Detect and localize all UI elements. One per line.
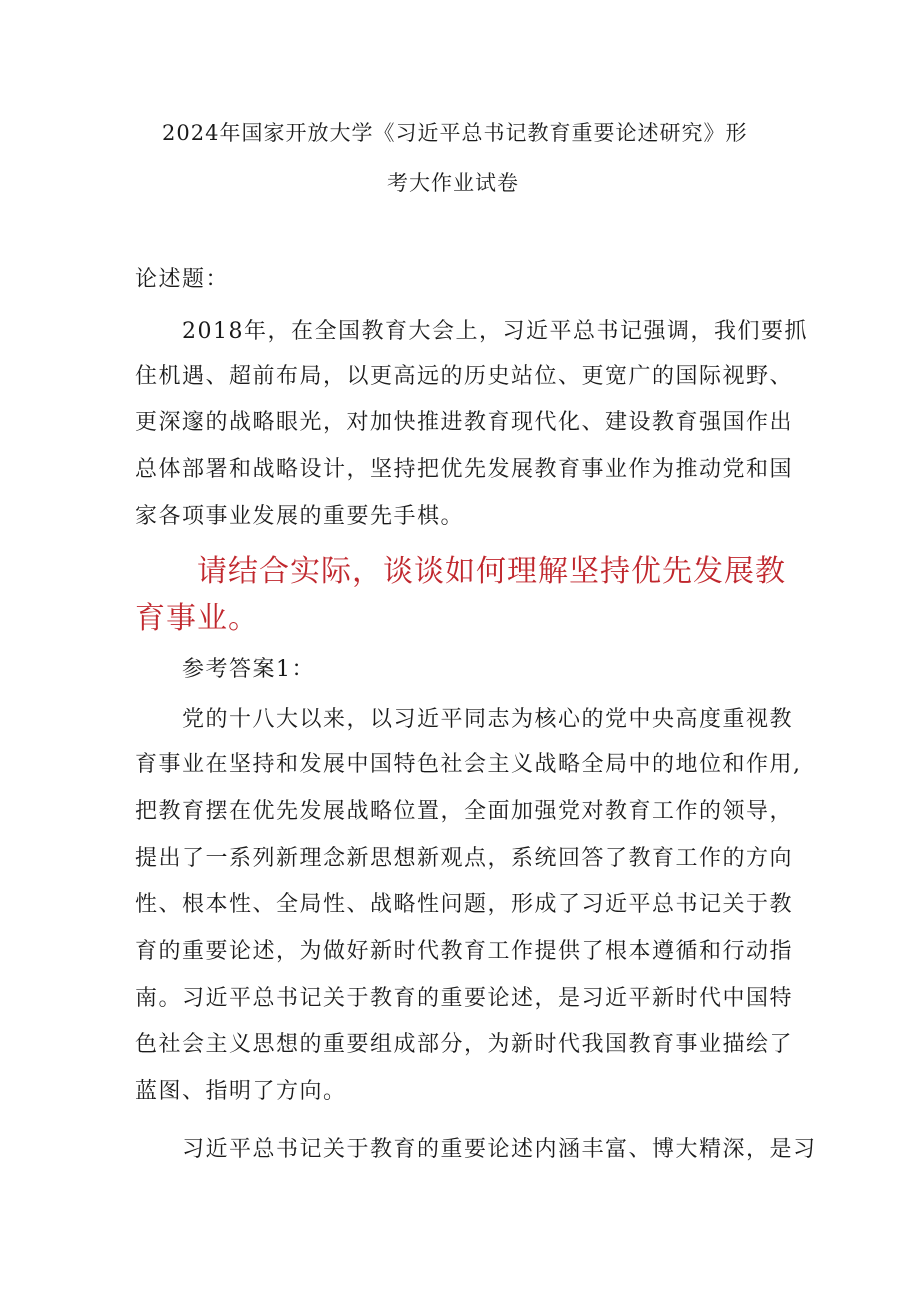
question-line-2: 育事业。 — [135, 601, 259, 636]
answer-line-5: 性、根本性、全局性、战略性问题，形成了习近平总书记关于教 — [135, 892, 794, 917]
answer-line-8: 色社会主义思想的重要组成部分，为新时代我国教育事业描绘了 — [135, 1032, 794, 1057]
answer-line-4: 提出了一系列新理念新思想新观点，系统回答了教育工作的方向 — [135, 846, 794, 871]
answer-line-1: 党的十八大以来，以习近平同志为核心的党中央高度重视教 — [182, 707, 794, 732]
prompt-line-1: 2018年，在全国教育大会上，习近平总书记强调，我们要抓 — [182, 319, 808, 344]
answer-line-7: 南。习近平总书记关于教育的重要论述，是习近平新时代中国特 — [135, 986, 794, 1011]
document-title-line-1: 2024年国家开放大学《习近平总书记教育重要论述研究》形 — [162, 121, 748, 145]
answer-line-6: 育的重要论述，为做好新时代教育工作提供了根本遵循和行动指 — [135, 939, 794, 964]
document-title-line-2: 考大作业试卷 — [387, 171, 519, 195]
prompt-line-2: 住机遇、超前布局，以更高远的历史站位、更宽广的国际视野、 — [135, 364, 794, 389]
prompt-line-4: 总体部署和战略设计，坚持把优先发展教育事业作为推动党和国 — [135, 457, 794, 482]
answer-line-2: 育事业在坚持和发展中国特色社会主义战略全局中的地位和作用, — [135, 752, 802, 777]
question-line-1: 请结合实际，谈谈如何理解坚持优先发展教 — [197, 554, 786, 589]
answer-line-9: 蓝图、指明了方向。 — [135, 1079, 347, 1104]
prompt-line-3: 更深邃的战略眼光，对加快推进教育现代化、建设教育强国作出 — [135, 410, 794, 435]
answer-line-3: 把教育摆在优先发展战略位置，全面加强党对教育工作的领导， — [135, 799, 794, 824]
answer-line-10: 习近平总书记关于教育的重要论述内涵丰富、博大精深，是习 — [182, 1137, 817, 1162]
prompt-line-5: 家各项事业发展的重要先手棋。 — [135, 504, 465, 529]
section-label: 论述题： — [135, 267, 230, 292]
answer-label: 参考答案1： — [182, 657, 315, 682]
